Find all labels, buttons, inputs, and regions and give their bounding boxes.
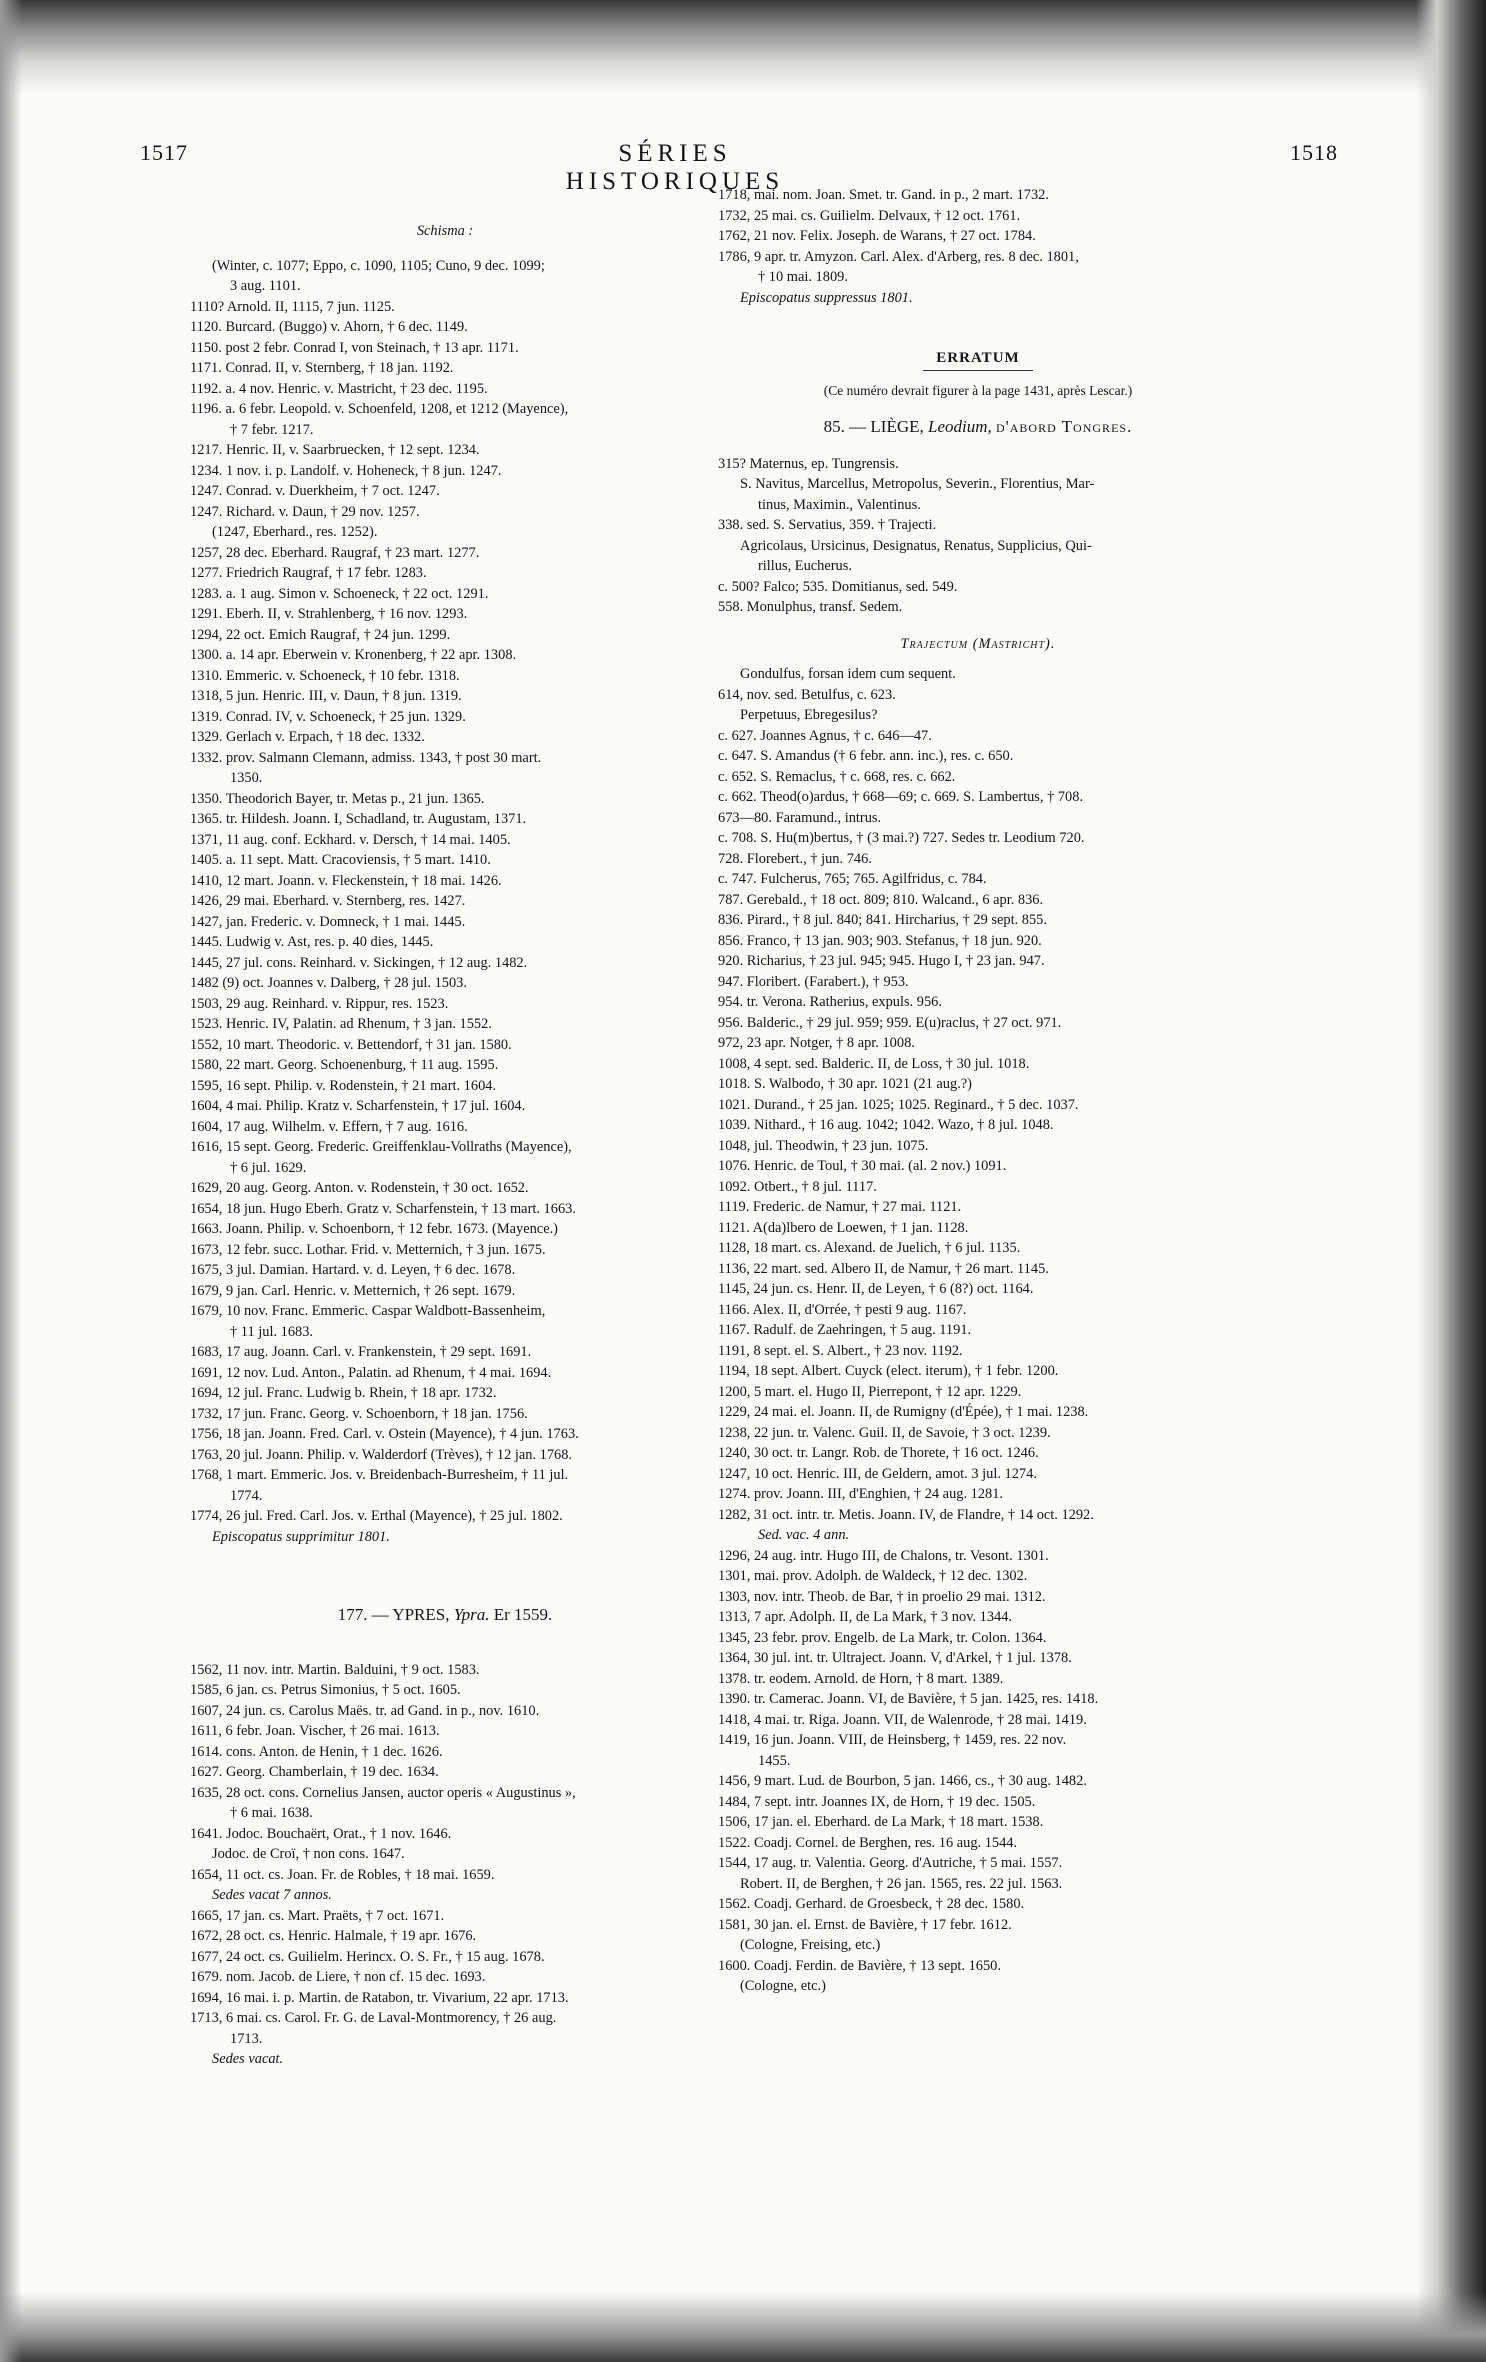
list-entry: 1600. Coadj. Ferdin. de Bavière, † 13 sept. 1650.	[718, 1957, 1001, 1974]
list-entry: 1675, 3 jul. Damian. Hartard. v. d. Leyen, † 6 dec. 1678.	[190, 1262, 516, 1278]
section-since: Er 1559.	[493, 1605, 553, 1624]
list-entry: Perpetuus, Ebregesilus?	[740, 707, 878, 723]
list-entry: 1456, 9 mart. Lud. de Bourbon, 5 jan. 1466, cs., † 30 aug. 1482.	[718, 1773, 1087, 1789]
list-entry: 1679. nom. Jacob. de Liere, † non cf. 15 dec. 1693.	[190, 1969, 486, 1985]
list-entry: 1713, 6 mai. cs. Carol. Fr. G. de Laval-Montmorency, † 26 aug.	[190, 2010, 557, 2026]
list-entry: 1679, 10 nov. Franc. Emmeric. Caspar Waldbott-Bassenheim,	[190, 1303, 546, 1319]
list-entry: † 11 jul. 1683.	[230, 1323, 314, 1340]
list-entry: 1732, 17 jun. Franc. Georg. v. Schoenborn, † 18 jan. 1756.	[190, 1405, 528, 1422]
list-entry: 1445, 27 jul. cons. Reinhard. v. Sickingen, † 12 aug. 1482.	[190, 954, 528, 971]
list-entry: 1128, 18 mart. cs. Alexand. de Juelich, † 6 jul. 1135.	[718, 1240, 1021, 1256]
list-entry: 1484, 7 sept. intr. Joannes IX, de Horn, † 19 dec. 1505.	[718, 1793, 1036, 1810]
list-entry: 1607, 24 jun. cs. Carolus Maës. tr. ad Gand. in p., nov. 1610.	[190, 1702, 540, 1719]
list-entry: 1350.	[230, 770, 263, 786]
list-entry: 1523. Henric. IV, Palatin. ad Rhenum, † 3 jan. 1552.	[190, 1016, 492, 1032]
list-entry: 1257, 28 dec. Eberhard. Raugraf, † 23 mart. 1277.	[190, 544, 480, 561]
list-entry: 1604, 17 aug. Wilhelm. v. Effern, † 7 aug. 1616.	[190, 1118, 468, 1135]
list-entry: 1310. Emmeric. v. Schoeneck, † 10 febr. 1318.	[190, 667, 460, 684]
list-entry: 1301, mai. prov. Adolph. de Waldeck, † 12 dec. 1302.	[718, 1568, 1028, 1584]
list-entry: 1410, 12 mart. Joann. v. Fleckenstein, † 18 mai. 1426.	[190, 872, 502, 889]
list-entry: 787. Gerebald., † 18 oct. 809; 810. Walcand., 6 apr. 836.	[718, 891, 1044, 908]
section-heading-ypres	[190, 1605, 700, 1626]
list-entry: Sed. vac. 4 ann.	[758, 1527, 850, 1543]
list-entry: c. 662. Theod(o)ardus, † 668—69; c. 669. S. Lambertus, † 708.	[718, 789, 1084, 805]
trajectum-heading-text: Trajectum (Mastricht).	[900, 635, 1056, 652]
section-rest: d'abord Tongres.	[996, 417, 1133, 436]
list-entry: Episcopatus suppressus 1801.	[740, 289, 913, 306]
list-entry: 1291. Eberh. II, v. Strahlenberg, † 16 nov. 1293.	[190, 606, 468, 622]
list-entry: 1048, jul. Theodwin, † 23 jun. 1075.	[718, 1137, 929, 1154]
scan-edge-left	[0, 0, 22, 2362]
list-entry: † 6 mai. 1638.	[230, 1805, 313, 1821]
list-entry: 920. Richarius, † 23 jul. 945; 945. Hugo I, † 23 jan. 947.	[718, 953, 1045, 969]
list-entry: c. 647. S. Amandus († 6 febr. ann. inc.), res. c. 650.	[718, 748, 1014, 764]
list-entry: c. 652. S. Remaclus, † c. 668, res. c. 662.	[718, 768, 956, 785]
running-title: SÉRIES HISTORIQUES	[565, 140, 785, 195]
list-entry: 1332. prov. Salmann Clemann, admiss. 1343, † post 30 mart.	[190, 749, 542, 766]
list-entry: 1364, 30 jul. int. tr. Ultraject. Joann. V, d'Arkel, † 1 jul. 1378.	[718, 1650, 1072, 1666]
list-entry: 1039. Nithard., † 16 aug. 1042; 1042. Wazo, † 8 jul. 1048.	[718, 1117, 1054, 1133]
list-entry: 1171. Conrad. II, v. Sternberg, † 18 jan. 1192.	[190, 360, 454, 376]
list-entry: 1274. prov. Joann. III, d'Enghien, † 24 aug. 1281.	[718, 1486, 1004, 1502]
list-entry: 1562, 11 nov. intr. Martin. Balduini, † 9 oct. 1583.	[190, 1661, 480, 1678]
list-entry: 1691, 12 nov. Lud. Anton., Palatin. ad Rhenum, † 4 mai. 1694.	[190, 1364, 552, 1381]
list-entry: 1303, nov. intr. Theob. de Bar, † in proelio 29 mai. 1312.	[718, 1588, 1046, 1605]
list-entry: 1110? Arnold. II, 1115, 7 jun. 1125.	[190, 298, 395, 315]
list-entry: Agricolaus, Ursicinus, Designatus, Renatus, Supplicius, Qui-	[740, 537, 1092, 554]
page-number-left: 1517	[140, 140, 188, 165]
list-entry: 1365. tr. Hildesh. Joann. I, Schadland, tr. Augustam, 1371.	[190, 811, 527, 827]
list-entry: 1378. tr. eodem. Arnold. de Horn, † 8 mart. 1389.	[718, 1670, 1004, 1687]
list-entry: 1629, 20 aug. Georg. Anton. v. Rodenstein, † 30 oct. 1652.	[190, 1180, 529, 1196]
list-entry: 1092. Otbert., † 8 jul. 1117.	[718, 1178, 877, 1195]
list-entry: 1672, 28 oct. cs. Henric. Halmale, † 19 apr. 1676.	[190, 1928, 477, 1944]
list-entry: 1654, 11 oct. cs. Joan. Fr. de Robles, † 18 mai. 1659.	[190, 1866, 495, 1883]
list-entry: 728. Florebert., † jun. 746.	[718, 850, 872, 867]
list-entry: 1145, 24 jun. cs. Henr. II, de Leyen, † 6 (8?) oct. 1164.	[718, 1281, 1034, 1297]
list-entry: 1229, 24 mai. el. Joann. II, de Rumigny (d'Épée), † 1 mai. 1238.	[718, 1404, 1089, 1420]
scan-edge-right	[1416, 0, 1486, 2362]
list-entry: 1694, 12 jul. Franc. Ludwig b. Rhein, † 18 apr. 1732.	[190, 1385, 497, 1401]
list-entry: 1136, 22 mart. sed. Albero II, de Namur, † 26 mart. 1145.	[718, 1260, 1049, 1277]
list-entry: Robert. II, de Berghen, † 26 jan. 1565, res. 22 jul. 1563.	[740, 1875, 1063, 1892]
list-entry: 1756, 18 jan. Joann. Fred. Carl. v. Ostein (Mayence), † 4 jun. 1763.	[190, 1426, 579, 1442]
list-entry: Sedes vacat.	[212, 2051, 284, 2067]
section-latin-name: Leodium,	[928, 417, 992, 436]
list-entry: 1234. 1 nov. i. p. Landolf. v. Hoheneck, † 8 jun. 1247.	[190, 462, 502, 479]
list-entry: c. 627. Joannes Agnus, † c. 646—47.	[718, 727, 932, 744]
list-entry: tinus, Maximin., Valentinus.	[758, 496, 921, 513]
list-entry: 1673, 12 febr. succ. Lothar. Frid. v. Metternich, † 3 jun. 1675.	[190, 1241, 546, 1258]
list-entry: 1677, 24 oct. cs. Guilielm. Herincx. O. S. Fr., † 15 aug. 1678.	[190, 1948, 545, 1965]
list-entry: 1522. Coadj. Cornel. de Berghen, res. 16 aug. 1544.	[718, 1834, 1018, 1851]
list-entry: 972, 23 apr. Notger, † 8 apr. 1008.	[718, 1035, 915, 1051]
list-entry: Episcopatus supprimitur 1801.	[212, 1528, 390, 1545]
list-entry: 1167. Radulf. de Zaehringen, † 5 aug. 1191.	[718, 1322, 972, 1338]
trajectum-list	[718, 664, 1238, 1997]
list-entry: 1455.	[758, 1752, 791, 1769]
list-entry: c. 708. S. Hu(m)bertus, † (3 mai.?) 727. Sedes tr. Leodium 720.	[718, 830, 1085, 846]
list-entry: 947. Floribert. (Farabert.), † 953.	[718, 973, 909, 990]
list-entry: 1008, 4 sept. sed. Balderic. II, de Loss, † 30 jul. 1018.	[718, 1055, 1030, 1072]
list-entry: 1654, 18 jun. Hugo Eberh. Gratz v. Scharfenstein, † 13 mart. 1663.	[190, 1200, 576, 1217]
list-entry: 1247. Richard. v. Daun, † 29 nov. 1257.	[190, 503, 420, 520]
list-entry: 1713.	[230, 2030, 263, 2047]
list-entry: 1679, 9 jan. Carl. Henric. v. Metternich, † 26 sept. 1679.	[190, 1282, 516, 1299]
list-entry: 1544, 17 aug. tr. Valentia. Georg. d'Autriche, † 5 mai. 1557.	[718, 1855, 1063, 1871]
list-entry: 1119. Frederic. de Namur, † 27 mai. 1121.	[718, 1199, 962, 1215]
list-entry: 1426, 29 mai. Eberhard. v. Sternberg, res. 1427.	[190, 893, 466, 909]
list-entry: 1768, 1 mart. Emmeric. Jos. v. Breidenbach-Burresheim, † 11 jul.	[190, 1467, 569, 1483]
list-entry: 1200, 5 mart. el. Hugo II, Pierrepont, † 12 apr. 1229.	[718, 1383, 1022, 1400]
list-entry: 1580, 22 mart. Georg. Schoenenburg, † 11 aug. 1595.	[190, 1057, 499, 1073]
list-entry: c. 500? Falco; 535. Domitianus, sed. 549.	[718, 578, 958, 595]
list-entry: † 7 febr. 1217.	[230, 421, 314, 438]
list-entry: (Cologne, Freising, etc.)	[740, 1937, 881, 1953]
scan-edge-top	[0, 0, 1486, 95]
list-entry: 1405. a. 11 sept. Matt. Cracoviensis, † 5 mart. 1410.	[190, 852, 491, 868]
left-column	[190, 185, 700, 2070]
list-entry: 1329. Gerlach v. Erpach, † 18 dec. 1332.	[190, 729, 425, 745]
page-number-right: 1518	[1290, 140, 1338, 165]
ypres-list	[190, 1660, 700, 2070]
list-entry: 1763, 20 jul. Joann. Philip. v. Walderdorf (Trèves), † 12 jan. 1768.	[190, 1446, 573, 1463]
list-entry: 1283. a. 1 aug. Simon v. Schoeneck, † 22 oct. 1291.	[190, 585, 489, 602]
list-entry: 1635, 28 oct. cons. Cornelius Jansen, auctor operis « Augustinus »,	[190, 1784, 576, 1801]
list-entry: 1604, 4 mai. Philip. Kratz v. Scharfenstein, † 17 jul. 1604.	[190, 1098, 526, 1114]
list-entry: 1196. a. 6 febr. Leopold. v. Schoenfeld, 1208, et 1212 (Mayence),	[190, 401, 569, 417]
list-entry: 614, nov. sed. Betulfus, c. 623.	[718, 686, 896, 703]
list-entry: 1641. Jodoc. Bouchaërt, Orat., † 1 nov. 1646.	[190, 1825, 452, 1842]
list-entry: 1694, 16 mai. i. p. Martin. de Ratabon, tr. Vivarium, 22 apr. 1713.	[190, 1989, 569, 2006]
list-entry: 1663. Joann. Philip. v. Schoenborn, † 12 febr. 1673. (Mayence.)	[190, 1221, 558, 1237]
list-entry: Sedes vacat 7 annos.	[212, 1887, 332, 1903]
list-entry: 1595, 16 sept. Philip. v. Rodenstein, † 21 mart. 1604.	[190, 1077, 497, 1094]
list-entry: 836. Pirard., † 8 jul. 840; 841. Hircharius, † 29 sept. 855.	[718, 912, 1047, 928]
list-entry: 956. Balderic., † 29 jul. 959; 959. E(u)raclus, † 27 oct. 971.	[718, 1014, 1062, 1031]
list-entry: 1076. Henric. de Toul, † 30 mai. (al. 2 nov.) 1091.	[718, 1158, 1007, 1174]
list-entry: S. Navitus, Marcellus, Metropolus, Severin., Florentius, Mar-	[740, 476, 1095, 492]
list-entry: 1419, 16 jun. Joann. VIII, de Heinsberg, † 1459, res. 22 nov.	[718, 1732, 1067, 1748]
list-entry: 1552, 10 mart. Theodoric. v. Bettendorf, † 31 jan. 1580.	[190, 1036, 512, 1053]
list-entry: 1121. A(da)lbero de Loewen, † 1 jan. 1128.	[718, 1219, 969, 1236]
list-entry: 1683, 17 aug. Joann. Carl. v. Frankenstein, † 29 sept. 1691.	[190, 1344, 532, 1360]
section-heading-liege	[718, 417, 1238, 438]
list-entry: rillus, Eucherus.	[758, 558, 852, 574]
list-entry: 1611, 6 febr. Joan. Vischer, † 26 mai. 1613.	[190, 1723, 440, 1739]
liege-list	[718, 454, 1238, 618]
list-entry: 1616, 15 sept. Georg. Frederic. Greiffenklau-Vollraths (Mayence),	[190, 1139, 572, 1155]
list-entry: 1021. Durand., † 25 jan. 1025; 1025. Reginard., † 5 dec. 1037.	[718, 1096, 1079, 1113]
list-entry: 1296, 24 aug. intr. Hugo III, de Chalons, tr. Vesont. 1301.	[718, 1547, 1049, 1564]
list-entry: 1665, 17 jan. cs. Mart. Praëts, † 7 oct. 1671.	[190, 1907, 445, 1924]
list-entry: 1774, 26 jul. Fred. Carl. Jos. v. Erthal (Mayence), † 25 jul. 1802.	[190, 1508, 563, 1524]
list-entry: 1313, 7 apr. Adolph. II, de La Mark, † 3 nov. 1344.	[718, 1609, 1013, 1625]
list-entry: 1614. cons. Anton. de Henin, † 1 dec. 1626.	[190, 1743, 443, 1760]
list-entry: 1150. post 2 febr. Conrad I, von Steinach, † 13 apr. 1171.	[190, 339, 519, 356]
list-entry: 315? Maternus, ep. Tungrensis.	[718, 455, 899, 472]
trajectum-heading	[718, 634, 1238, 655]
erratum-heading: ERRATUM	[923, 348, 1033, 371]
list-entry: 1786, 9 apr. tr. Amyzon. Carl. Alex. d'Arberg, res. 8 dec. 1801,	[718, 248, 1079, 265]
list-entry: 1732, 25 mai. cs. Guilielm. Delvaux, † 12 oct. 1761.	[718, 207, 1021, 224]
section-number: 177. — YPRES,	[337, 1605, 450, 1624]
erratum-note: (Ce numéro devrait figurer à la page 1431, après Lescar.)	[823, 382, 1133, 398]
schisma-heading: Schisma :	[416, 223, 474, 239]
list-entry: 3 aug. 1101.	[230, 278, 301, 294]
list-entry: 954. tr. Verona. Ratherius, expuls. 956.	[718, 994, 942, 1010]
list-entry: (Winter, c. 1077; Eppo, c. 1090, 1105; Cuno, 9 dec. 1099;	[212, 257, 545, 274]
list-entry: 1277. Friedrich Raugraf, † 17 febr. 1283.	[190, 565, 427, 581]
list-entry: 1240, 30 oct. tr. Langr. Rob. de Thorete, † 16 oct. 1246.	[718, 1445, 1039, 1461]
list-entry: 1718, mai. nom. Joan. Smet. tr. Gand. in p., 2 mart. 1732.	[718, 187, 1049, 203]
list-entry: 673—80. Faramund., intrus.	[718, 809, 882, 826]
list-entry: 1318, 5 jun. Henric. III, v. Daun, † 8 jun. 1319.	[190, 688, 462, 704]
list-entry: (Cologne, etc.)	[740, 1978, 826, 1994]
list-entry: 1581, 30 jan. el. Ernst. de Bavière, † 17 febr. 1612.	[718, 1916, 1012, 1933]
list-entry: 1445. Ludwig v. Ast, res. p. 40 dies, 1445.	[190, 934, 434, 950]
list-entry: 1166. Alex. II, d'Orrée, † pesti 9 aug. 1167.	[718, 1301, 967, 1318]
list-entry: 1371, 11 aug. conf. Eckhard. v. Dersch, † 14 mai. 1405.	[190, 831, 511, 848]
list-entry: 1191, 8 sept. el. S. Albert., † 23 nov. 1192.	[718, 1342, 963, 1359]
list-entry: 1319. Conrad. IV, v. Schoeneck, † 25 jun. 1329.	[190, 708, 466, 725]
list-entry: 1300. a. 14 apr. Eberwein v. Kronenberg, † 22 apr. 1308.	[190, 647, 517, 663]
scan-edge-bottom	[0, 2292, 1486, 2362]
list-entry: 558. Monulphus, transf. Sedem.	[718, 599, 903, 615]
list-entry: 1282, 31 oct. intr. tr. Metis. Joann. IV, de Flandre, † 14 oct. 1292.	[718, 1506, 1094, 1523]
list-entry: Gondulfus, forsan idem cum sequent.	[740, 666, 956, 682]
list-entry: 1350. Theodorich Bayer, tr. Metas p., 21 jun. 1365.	[190, 790, 485, 807]
list-entry: 1018. S. Walbodo, † 30 apr. 1021 (21 aug.?)	[718, 1076, 972, 1092]
list-entry: 1418, 4 mai. tr. Riga. Joann. VII, de Walenrode, † 28 mai. 1419.	[718, 1711, 1087, 1728]
section-number: 85. — LIÈGE,	[823, 417, 924, 436]
list-entry: Jodoc. de Croï, † non cons. 1647.	[212, 1846, 405, 1862]
list-entry: 1627. Georg. Chamberlain, † 19 dec. 1634.	[190, 1764, 439, 1780]
list-entry: 1762, 21 nov. Felix. Joseph. de Warans, † 27 oct. 1784.	[718, 228, 1036, 244]
list-entry: 1345, 23 febr. prov. Engelb. de La Mark, tr. Colon. 1364.	[718, 1629, 1047, 1646]
list-entry: 1194, 18 sept. Albert. Cuyck (elect. iterum), † 1 febr. 1200.	[718, 1363, 1059, 1379]
list-entry: 1427, jan. Frederic. v. Domneck, † 1 mai. 1445.	[190, 913, 466, 930]
list-entry: (1247, Eberhard., res. 1252).	[212, 524, 378, 540]
list-entry: † 6 jul. 1629.	[230, 1159, 307, 1176]
section-latin-name: Ypra.	[453, 1605, 490, 1624]
list-entry: 1192. a. 4 nov. Henric. v. Mastricht, † 23 dec. 1195.	[190, 380, 488, 397]
list-entry: 1482 (9) oct. Joannes v. Dalberg, † 28 jul. 1503.	[190, 975, 467, 991]
list-entry: 1247, 10 oct. Henric. III, de Geldern, amot. 3 jul. 1274.	[718, 1465, 1037, 1482]
right-column	[718, 185, 1238, 1997]
list-entry: c. 747. Fulcherus, 765; 765. Agilfridus, c. 784.	[718, 871, 987, 887]
ypres-continued-list	[718, 185, 1238, 308]
list-entry: 1562. Coadj. Gerhard. de Groesbeck, † 28 dec. 1580.	[718, 1896, 1025, 1912]
list-entry: 1390. tr. Camerac. Joann. VI, de Bavière, † 5 jan. 1425, res. 1418.	[718, 1691, 1099, 1707]
list-entry: 1120. Burcard. (Buggo) v. Ahorn, † 6 dec. 1149.	[190, 319, 468, 335]
list-entry: † 10 mai. 1809.	[758, 269, 848, 285]
list-entry: 338. sed. S. Servatius, 359. † Trajecti.	[718, 517, 937, 533]
mainz-list	[190, 256, 700, 1548]
list-entry: 1217. Henric. II, v. Saarbruecken, † 12 sept. 1234.	[190, 442, 480, 458]
list-entry: 856. Franco, † 13 jan. 903; 903. Stefanus, † 18 jun. 920.	[718, 932, 1042, 949]
list-entry: 1774.	[230, 1487, 263, 1504]
list-entry: 1238, 22 jun. tr. Valenc. Guil. II, de Savoie, † 3 oct. 1239.	[718, 1424, 1051, 1441]
list-entry: 1585, 6 jan. cs. Petrus Simonius, † 5 oct. 1605.	[190, 1682, 461, 1698]
list-entry: 1506, 17 jan. el. Eberhard. de La Mark, † 18 mart. 1538.	[718, 1814, 1044, 1830]
list-entry: 1294, 22 oct. Emich Raugraf, † 24 jun. 1299.	[190, 626, 451, 643]
list-entry: 1247. Conrad. v. Duerkheim, † 7 oct. 1247.	[190, 483, 440, 499]
list-entry: 1503, 29 aug. Reinhard. v. Rippur, res. 1523.	[190, 995, 449, 1012]
